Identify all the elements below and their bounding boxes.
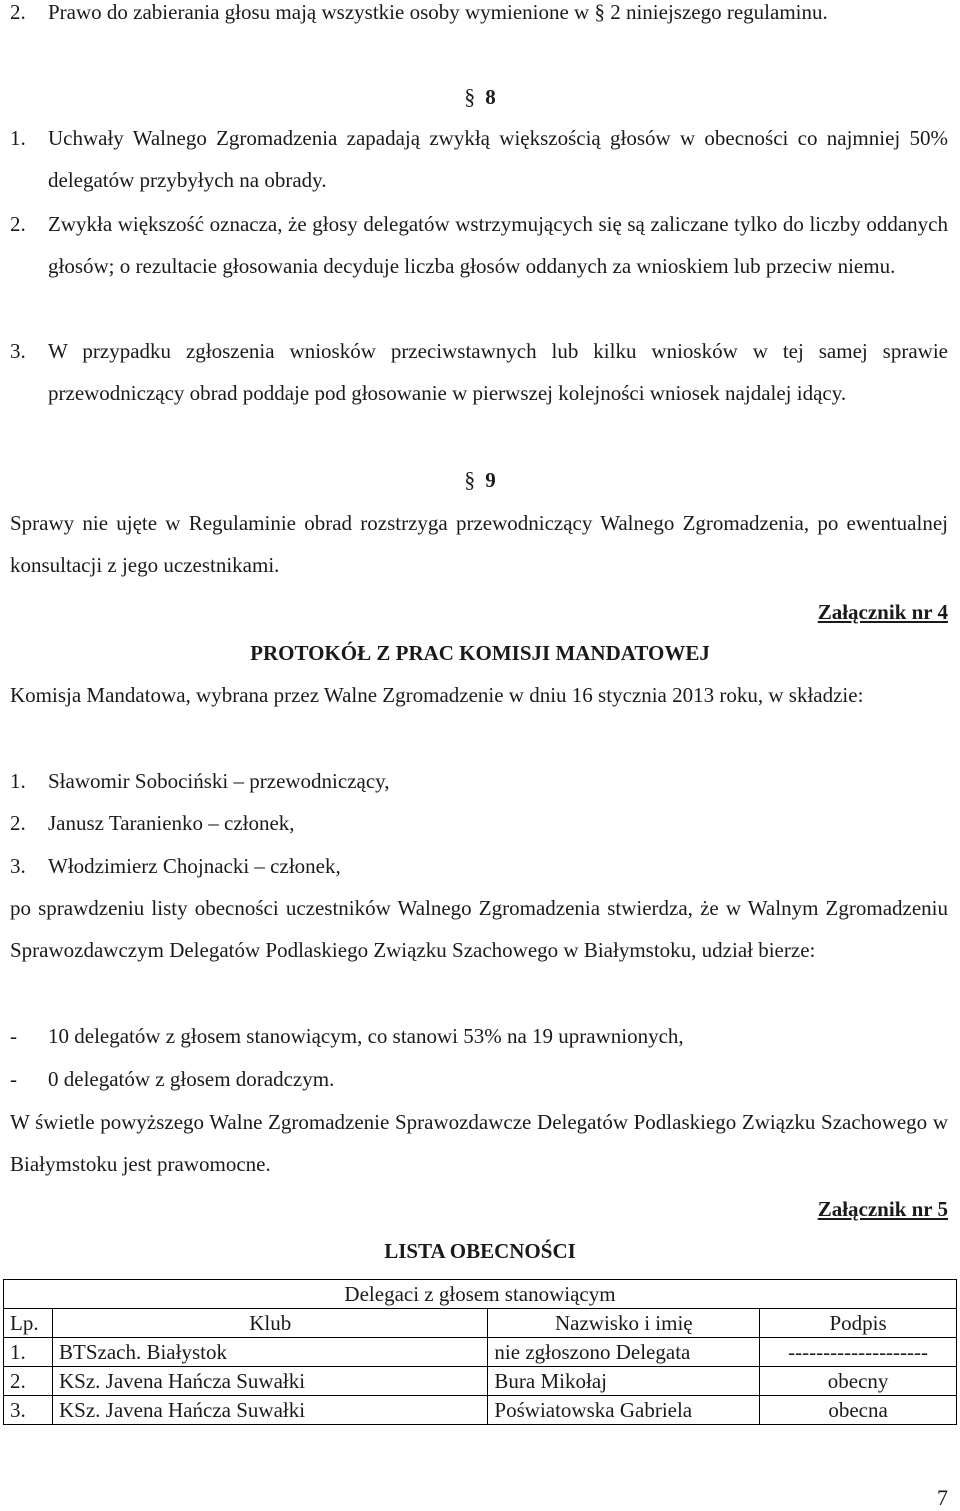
count-text: 0 delegatów z głosem doradczym. [48,1067,335,1091]
annex-5-title: LISTA OBECNOŚCI [384,1239,576,1263]
item-text: W przypadku zgłoszenia wniosków przeciwstawnych lub kilku wniosków w tej samej sprawie przewodniczący obrad poddaje pod głosowanie w pierwszej kolejności wniosek najdalej idący. [48,339,948,405]
item-text: Uchwały Walnego Zgromadzenia zapadają zwykłą większością głosów w obecności co najmniej 50% delegatów przybyłych na obrady. [48,126,948,192]
item-text: Zwykła większość oznacza, że głosy delegatów wstrzymujących się są zaliczane tylko do liczby oddanych głosów; o rezultacie głosowania decyduje liczba głosów oddanych za wnioskiem lub przeciw niemu. [48,212,948,278]
s8-item-1 [10,117,948,201]
annex-4-label: Załącznik nr 4 [817,600,948,624]
page-number: 7 [937,1485,948,1510]
member-text: Sławomir Sobociński – przewodniczący, [48,769,390,793]
commission-conclusion: W świetle powyższego Walne Zgromadzenie Sprawozdawcze Delegatów Podlaskiego Związku Szachowego w Białymstoku jest prawomocne. [10,1110,948,1176]
annex-4-title: PROTOKÓŁ Z PRAC KOMISJI MANDATOWEJ [250,641,710,665]
count-item [10,1058,948,1100]
table-header-row [4,1309,957,1338]
item-number: 2. [10,0,26,24]
item-number: 2. [10,212,26,236]
item-number: 3. [10,339,26,363]
section-sign: § [464,84,476,109]
cell-club: KSz. Javena Hańcza Suwałki [52,1396,487,1425]
s8-item-3 [10,330,948,414]
cell-signature: obecny [760,1367,957,1396]
table-row [4,1367,957,1396]
commission-member [10,802,948,844]
attendance-table [3,1279,957,1425]
rule-item-2 [10,0,948,33]
cell-lp: 3. [4,1396,53,1425]
dash-marker: - [10,1067,17,1091]
commission-member [10,845,948,887]
cell-name: Poświatowska Gabriela [488,1396,760,1425]
cell-lp: 2. [4,1367,53,1396]
section-9-text: Sprawy nie ujęte w Regulaminie obrad rozstrzyga przewodniczący Walnego Zgromadzenia, po ewentualnej konsultacji z jego uczestnikami. [10,511,948,577]
commission-intro: Komisja Mandatowa, wybrana przez Walne Zgromadzenie w dniu 16 stycznia 2013 roku, w składzie: [10,683,864,707]
member-number: 1. [10,769,26,793]
member-number: 3. [10,854,26,878]
annex-5-label: Załącznik nr 5 [817,1197,948,1221]
member-number: 2. [10,811,26,835]
table-caption: Delegaci z głosem stanowiącym [4,1280,957,1309]
section-number: 8 [485,85,496,109]
header-name: Nazwisko i imię [488,1309,760,1338]
item-number: 1. [10,126,26,150]
cell-lp: 1. [4,1338,53,1367]
cell-name: Bura Mikołaj [488,1367,760,1396]
section-sign: § [464,467,476,492]
header-club: Klub [52,1309,487,1338]
cell-signature: obecna [760,1396,957,1425]
s8-item-2 [10,203,948,287]
commission-member [10,760,948,802]
item-text: Prawo do zabierania głosu mają wszystkie osoby wymienione w § 2 niniejszego regulaminu. [48,0,828,24]
table-row [4,1338,957,1367]
table-row [4,1396,957,1425]
header-lp: Lp. [4,1309,53,1338]
cell-name: nie zgłoszono Delegata [488,1338,760,1367]
cell-signature: -------------------- [760,1338,957,1367]
dash-marker: - [10,1024,17,1048]
member-text: Janusz Taranienko – członek, [48,811,295,835]
count-text: 10 delegatów z głosem stanowiącym, co stanowi 53% na 19 uprawnionych, [48,1024,684,1048]
cell-club: KSz. Javena Hańcza Suwałki [52,1367,487,1396]
section-9-heading [0,467,960,493]
cell-club: BTSzach. Białystok [52,1338,487,1367]
section-8-heading [0,84,960,110]
member-text: Włodzimierz Chojnacki – członek, [48,854,341,878]
commission-finding: po sprawdzeniu listy obecności uczestników Walnego Zgromadzenia stwierdza, że w Walnym Zgromadzeniu Sprawozdawczym Delegatów Podlaskiego Związku Szachowego w Białymstoku, udział bierze: [10,896,948,962]
count-item [10,1015,948,1057]
header-signature: Podpis [760,1309,957,1338]
table-caption-row [4,1280,957,1309]
section-number: 9 [485,468,496,492]
